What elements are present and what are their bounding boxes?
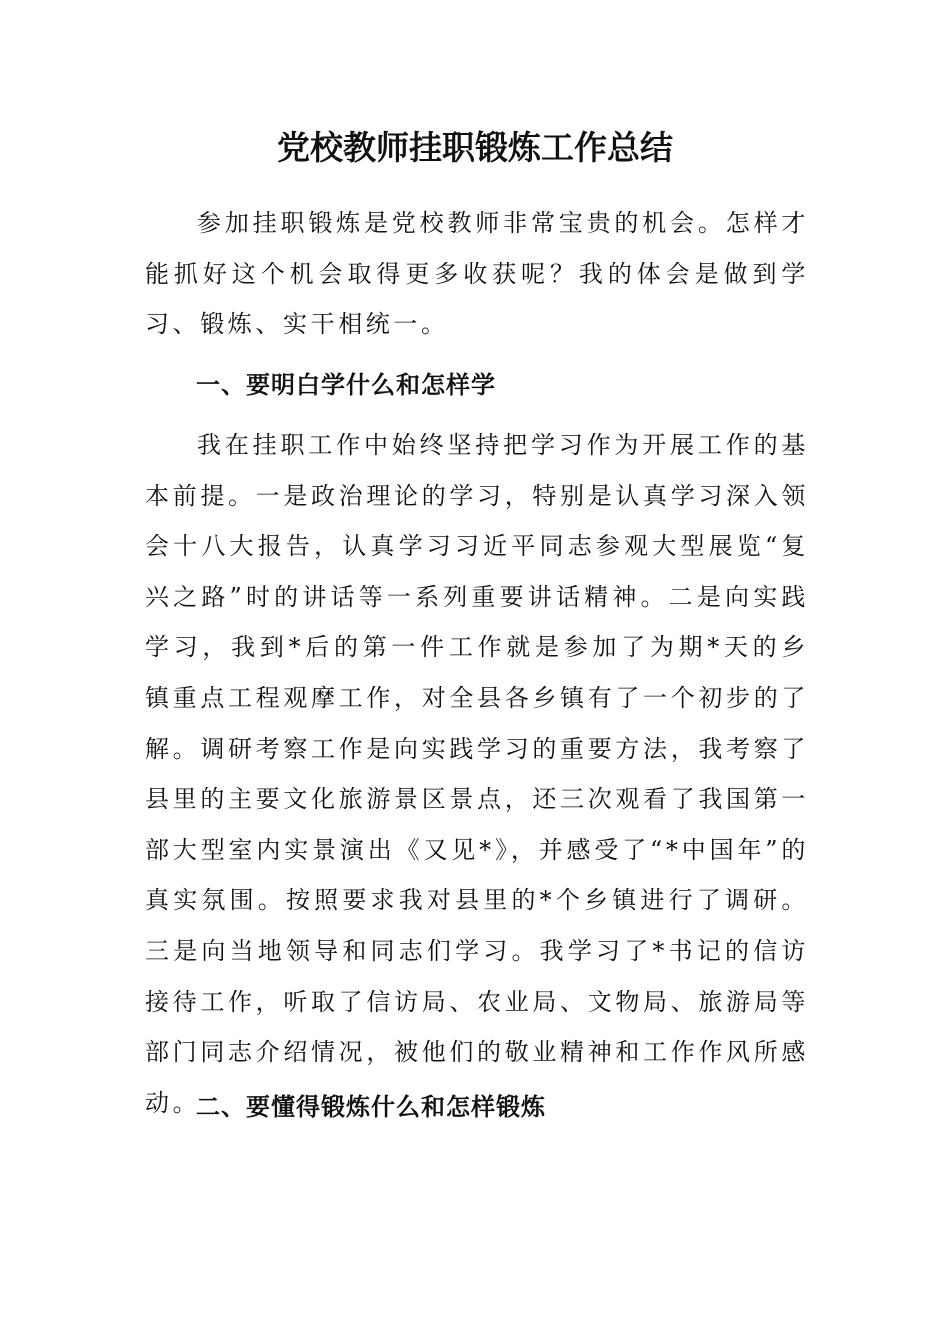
- document-title: 党校教师挂职锻炼工作总结: [277, 128, 673, 167]
- intro-paragraph: 参加挂职锻炼是党校教师非常宝贵的机会。怎样才能抓好这个机会取得更多收获呢？我的体会是做到学习、锻炼、实干相统一。: [145, 209, 809, 339]
- section-1-heading: 一、要明白学什么和怎样学: [196, 371, 496, 399]
- section-1-body: 我在挂职工作中始终坚持把学习作为开展工作的基本前提。一是政治理论的学习，特别是认真学习深入领会十八大报告，认真学习习近平同志参观大型展览“复兴之路”时的讲话等一系列重要讲话精神。二是向实践学习，我到*后的第一件工作就是参加了为期*天的乡镇重点工程观摩工作，对全县各乡镇有了一个初步的了解。调研考察工作是向实践学习的重要方法，我考察了县里的主要文化旅游景区景点，还三次观看了我国第一部大型室内实景演出《又见*》，并感受了“*中国年”的真实氛围。按照要求我对县里的*个乡镇进行了调研。三是向当地领导和同志们学习。我学习了*书记的信访接待工作，听取了信访局、农业局、文物局、旅游局等部门同志介绍情况，被他们的敬业精神和工作作风所感动。: [145, 431, 809, 1117]
- section-2-heading: 二、要懂得锻炼什么和怎样锻炼: [196, 1093, 546, 1121]
